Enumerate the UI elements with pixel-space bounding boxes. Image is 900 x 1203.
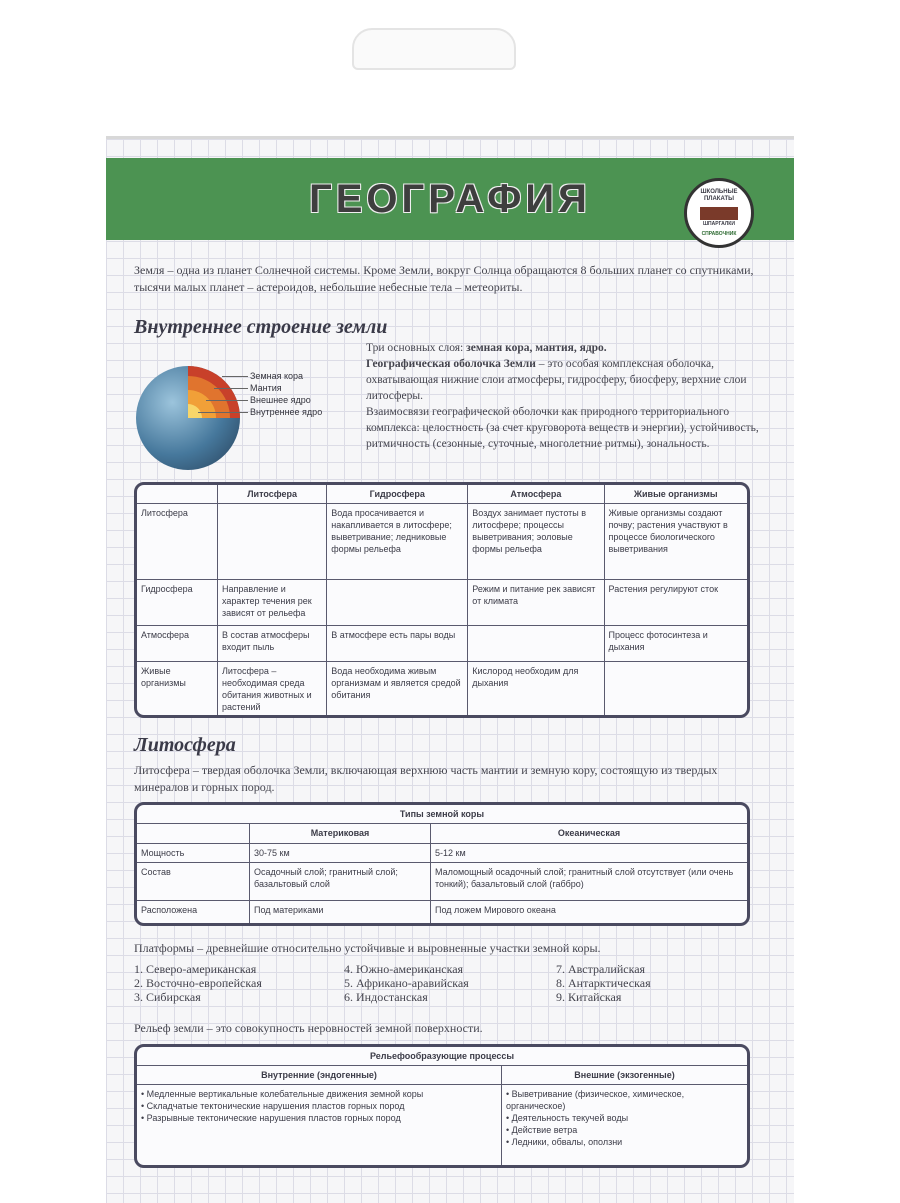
- t3-endogenous-list: • Медленные вертикальные колебательные движения земной коры • Складчатые тектонические нарушения пластов горных пород • Разрывные тектонические нарушения пластов горных пород: [137, 1085, 502, 1166]
- layers-list: земная кора, мантия, ядро.: [466, 342, 607, 354]
- platform-item: 2. Восточно-европейская: [134, 976, 262, 990]
- geo-shell-term: Географическая оболочка Земли: [366, 358, 536, 370]
- logo-book-icon: [700, 207, 738, 220]
- t1-cell: [604, 662, 747, 717]
- t1-cell: [468, 626, 604, 662]
- platform-item: 5. Африкано-аравийская: [344, 976, 469, 990]
- t1-cell: Направление и характер течения рек зависят от рельефа: [218, 580, 327, 626]
- crust-types-table: [134, 802, 750, 926]
- t1-header: Гидросфера: [327, 485, 468, 504]
- t2-cell: 30-75 км: [250, 844, 431, 863]
- t1-row-label: Живые организмы: [137, 662, 218, 717]
- platform-item: 8. Антарктическая: [556, 976, 651, 990]
- t2-row-label: Мощность: [137, 844, 250, 863]
- logo-mid-text: ШПАРГАЛКИ: [703, 221, 735, 227]
- t3-header: Внешние (экзогенные): [502, 1066, 748, 1085]
- t2-cell: 5-12 км: [431, 844, 748, 863]
- platform-column-1: [134, 962, 334, 1004]
- page-title: ГЕОГРАФИЯ: [309, 177, 591, 221]
- geo-shell-relations: Взаимосвязи географической оболочки как природного территориального комплекса: целостность (за счет круговорота веществ и энергии), устойчивость, ритмичность (сезонные, суточные, многолетние ритмы), зональность.: [366, 406, 759, 450]
- t2-cell: Маломощный осадочный слой; гранитный слой отсутствует (или очень тонкий); базальтовый слой (габбро): [431, 863, 748, 901]
- t1-cell: Вода необходима живым организмам и является средой обитания: [327, 662, 468, 717]
- t2-row-label: Расположена: [137, 901, 250, 924]
- platform-column-2: [344, 962, 544, 1004]
- t1-cell: В состав атмосферы входит пыль: [218, 626, 327, 662]
- platforms-text: Платформы – древнейшие относительно устойчивые и выровненные участки земной коры.: [134, 941, 601, 955]
- intro-text: Земля – одна из планет Солнечной системы. Кроме Земли, вокруг Солнца обращаются 8 больших планет со спутниками, тысячи малых планет – астероидов, небольшие небесные тела – метеориты.: [134, 263, 754, 294]
- leader-line: [198, 412, 248, 413]
- layer-label-crust: Земная кора: [250, 371, 304, 381]
- leader-line: [206, 400, 248, 401]
- leader-line: [222, 376, 248, 377]
- hang-tab: [352, 28, 516, 70]
- t2-cell: Под материками: [250, 901, 431, 924]
- t1-row-label: Литосфера: [137, 504, 218, 580]
- relief-processes-table: [134, 1044, 750, 1168]
- t1-cell: Процесс фотосинтеза и дыхания: [604, 626, 747, 662]
- section-heading-structure: Внутреннее строение земли: [134, 316, 388, 338]
- layer-label-outer-core: Внешнее ядро: [250, 395, 311, 405]
- t1-cell: [327, 580, 468, 626]
- t1-row-label: Гидросфера: [137, 580, 218, 626]
- t1-row-label: Атмосфера: [137, 626, 218, 662]
- t1-header: Живые организмы: [604, 485, 747, 504]
- t2-header: Океаническая: [431, 824, 748, 844]
- platform-item: 7. Австралийская: [556, 962, 646, 976]
- t2-row-label: Состав: [137, 863, 250, 901]
- t1-corner: [137, 485, 218, 504]
- t1-cell: Кислород необходим для дыхания: [468, 662, 604, 717]
- t2-header: Материковая: [250, 824, 431, 844]
- platform-column-3: [556, 962, 756, 1004]
- t1-cell: Литосфера – необходимая среда обитания животных и растений: [218, 662, 327, 717]
- t2-cell: Осадочный слой; гранитный слой; базальтовый слой: [250, 863, 431, 901]
- t1-cell: Режим и питание рек зависят от климата: [468, 580, 604, 626]
- t1-cell: В атмосфере есть пары воды: [327, 626, 468, 662]
- relief-text: Рельеф земли – это совокупность неровностей земной поверхности.: [134, 1021, 483, 1035]
- t3-caption: Рельефообразующие процессы: [137, 1047, 747, 1066]
- section-heading-lithosphere: Литосфера: [134, 734, 236, 756]
- t2-cell: Под ложем Мирового океана: [431, 901, 748, 924]
- platform-item: 6. Индостанская: [344, 990, 428, 1004]
- geo-shell-definition: – это особая комплексная оболочка, охватывающая нижние слои атмосферы, гидросферу, биосферу, верхние слои литосферы.: [366, 358, 747, 402]
- t1-cell: [218, 504, 327, 580]
- earth-cutaway-icon: [136, 366, 246, 476]
- t2-caption: Типы земной коры: [137, 805, 747, 824]
- platform-item: 9. Китайская: [556, 990, 622, 1004]
- platform-item: 1. Северо-американская: [134, 962, 257, 976]
- publisher-logo: [684, 178, 754, 248]
- platform-item: 4. Южно-американская: [344, 962, 464, 976]
- structure-text: [366, 340, 766, 452]
- layer-label-mantle: Мантия: [250, 383, 282, 393]
- t3-exogenous-list: • Выветривание (физическое, химическое, органическое) • Деятельность текучей воды • Действие ветра • Ледники, обвалы, оползни: [502, 1085, 748, 1166]
- platform-item: 3. Сибирская: [134, 990, 201, 1004]
- logo-top-text: ШКОЛЬНЫЕ ПЛАКАТЫ: [700, 189, 738, 202]
- t3-header: Внутренние (эндогенные): [137, 1066, 502, 1085]
- layer-label-inner-core: Внутреннее ядро: [250, 407, 323, 417]
- t1-header: Атмосфера: [468, 485, 604, 504]
- logo-bottom-text: СПРАВОЧНИК: [701, 231, 737, 237]
- t1-cell: Живые организмы создают почву; растения участвуют в процессе биологического выветривания: [604, 504, 747, 580]
- t2-corner: [137, 824, 250, 844]
- layers-intro: Три основных слоя:: [366, 342, 467, 354]
- leader-line: [214, 388, 248, 389]
- lithosphere-text: Литосфера – твердая оболочка Земли, включающая верхнюю часть мантии и земную кору, состоящую из твердых минералов и горных пород.: [134, 763, 718, 794]
- t1-cell: Воздух занимает пустоты в литосфере; процессы выветривания; эоловые формы рельефа: [468, 504, 604, 580]
- t1-cell: Вода просачивается и накапливается в литосфере; выветривание; ледниковые формы рельефа: [327, 504, 468, 580]
- spheres-interaction-table: [134, 482, 750, 718]
- t1-cell: Растения регулируют сток: [604, 580, 747, 626]
- t1-header: Литосфера: [218, 485, 327, 504]
